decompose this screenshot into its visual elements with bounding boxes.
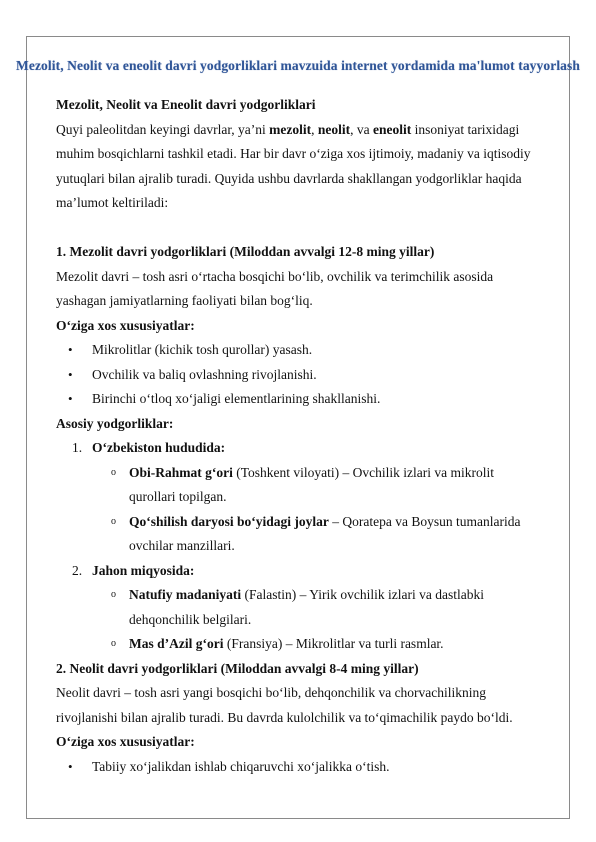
bullet-icon: • <box>68 391 73 406</box>
bullet-icon: • <box>68 758 73 774</box>
monument-name: Natufiy madaniyati <box>129 587 242 602</box>
region-heading: Jahon miqyosida: <box>92 562 195 578</box>
numbered-item <box>56 436 556 461</box>
numbered-item <box>56 559 556 584</box>
spacer <box>56 216 556 241</box>
list-item <box>56 363 556 388</box>
monument-desc: (Falastin) – Yirik ovchilik izlari va dastlabki dehqonchilik belgilari. <box>129 587 484 627</box>
intro-text-start: Quyi paleolitdan keyingi davrlar, ya’ni <box>56 121 270 137</box>
item-number: 2. <box>72 562 83 578</box>
monument-name: Obi-Rahmat g‘ori <box>129 464 233 480</box>
intro-text-end: insoniyat tarixidagi muhim bosqichlarni tashkil etadi. Har bir davr o‘ziga xos ijtimoiy, madaniy va iqtisodiy yutuqlari bilan ajralib turadi. Quyida ushbu davrlarda shakllangan yodgorliklar haqida ma’lumot keltiriladi: <box>56 121 531 210</box>
sub-list-item <box>56 632 569 657</box>
list-item <box>56 755 556 780</box>
section-2-text: Neolit davri – tosh asri yangi bosqichi bo‘lib, dehqonchilik va chorvachilikning rivojlanishi bilan ajralib turadi. Bu davrda kulolchilik va to‘qimachilik paydo bo‘ldi. <box>56 685 513 725</box>
list-item <box>56 387 556 412</box>
section-1-text: Mezolit davri – tosh asri o‘rtacha bosqichi bo‘lib, ovchilik va terimchilik asosida yashagan jamiyatlarning faoliyati bilan bog‘liq. <box>56 268 494 308</box>
page-title: Mezolit, Neolit va eneolit davri yodgorliklari mavzuida internet yordamida ma'lumot tayyorlash <box>16 58 580 73</box>
section-1-monuments-list <box>56 436 556 461</box>
region-1-sublist <box>56 461 556 559</box>
section-1-heading: 1. Mezolit davri yodgorliklari (Miloddan avvalgi 12-8 ming yillar) <box>56 244 435 259</box>
bullet-icon: • <box>68 342 73 357</box>
term-eneolit: eneolit <box>373 121 412 137</box>
list-item <box>56 338 556 363</box>
region-2-sublist <box>56 583 556 657</box>
sub-list-item <box>56 510 549 559</box>
circle-bullet-icon: o <box>111 589 116 600</box>
list-item-text: Ovchilik va baliq ovlashning rivojlanishi. <box>92 366 317 382</box>
section-2-heading: 2. Neolit davri yodgorliklari (Miloddan avvalgi 8-4 ming yillar) <box>56 660 419 676</box>
section-1-monuments-heading: Asosiy yodgorliklar: <box>56 415 174 431</box>
bullet-icon: • <box>68 366 73 382</box>
circle-bullet-icon: o <box>111 638 116 649</box>
sub-list-item <box>56 461 529 510</box>
intro-heading: Mezolit, Neolit va Eneolit davri yodgorliklari <box>56 97 316 112</box>
monument-name: Mas d’Azil g‘ori <box>129 636 224 651</box>
list-item-text: Tabiiy xo‘jalikdan ishlab chiqaruvchi xo‘jalikka o‘tish. <box>92 758 390 774</box>
region-heading: O‘zbekiston hududida: <box>92 440 226 455</box>
term-neolit: neolit <box>317 121 351 137</box>
section-1-monuments-list-2 <box>56 559 556 584</box>
document-body <box>56 93 556 779</box>
intro-separator: , <box>311 121 318 137</box>
monument-name: Qo‘shilish daryosi bo‘yidagi joylar <box>129 513 329 529</box>
monument-desc: (Fransiya) – Mikrolitlar va turli rasmlar. <box>223 636 444 651</box>
item-number: 1. <box>72 440 83 455</box>
monument-desc: – Qoratepa va Boysun tumanlarida ovchilar manzillari. <box>129 513 521 553</box>
intro-separator: , va <box>350 121 374 137</box>
section-1-features-heading: O‘ziga xos xususiyatlar: <box>56 317 195 333</box>
section-2-features-list <box>56 755 556 780</box>
sub-list-item <box>56 583 549 632</box>
intro-paragraph <box>56 118 548 216</box>
monument-desc: (Toshkent viloyati) – Ovchilik izlari va mikrolit qurollari topilgan. <box>129 464 495 504</box>
term-mezolit: mezolit <box>269 121 312 137</box>
section-1-features-list <box>56 338 556 412</box>
list-item-text: Birinchi o‘tloq xo‘jaligi elementlarining shakllanishi. <box>92 391 381 406</box>
list-item-text: Mikrolitlar (kichik tosh qurollar) yasash. <box>92 342 313 357</box>
circle-bullet-icon: o <box>111 515 116 527</box>
section-2-features-heading: O‘ziga xos xususiyatlar: <box>56 734 195 749</box>
circle-bullet-icon: o <box>111 466 116 478</box>
